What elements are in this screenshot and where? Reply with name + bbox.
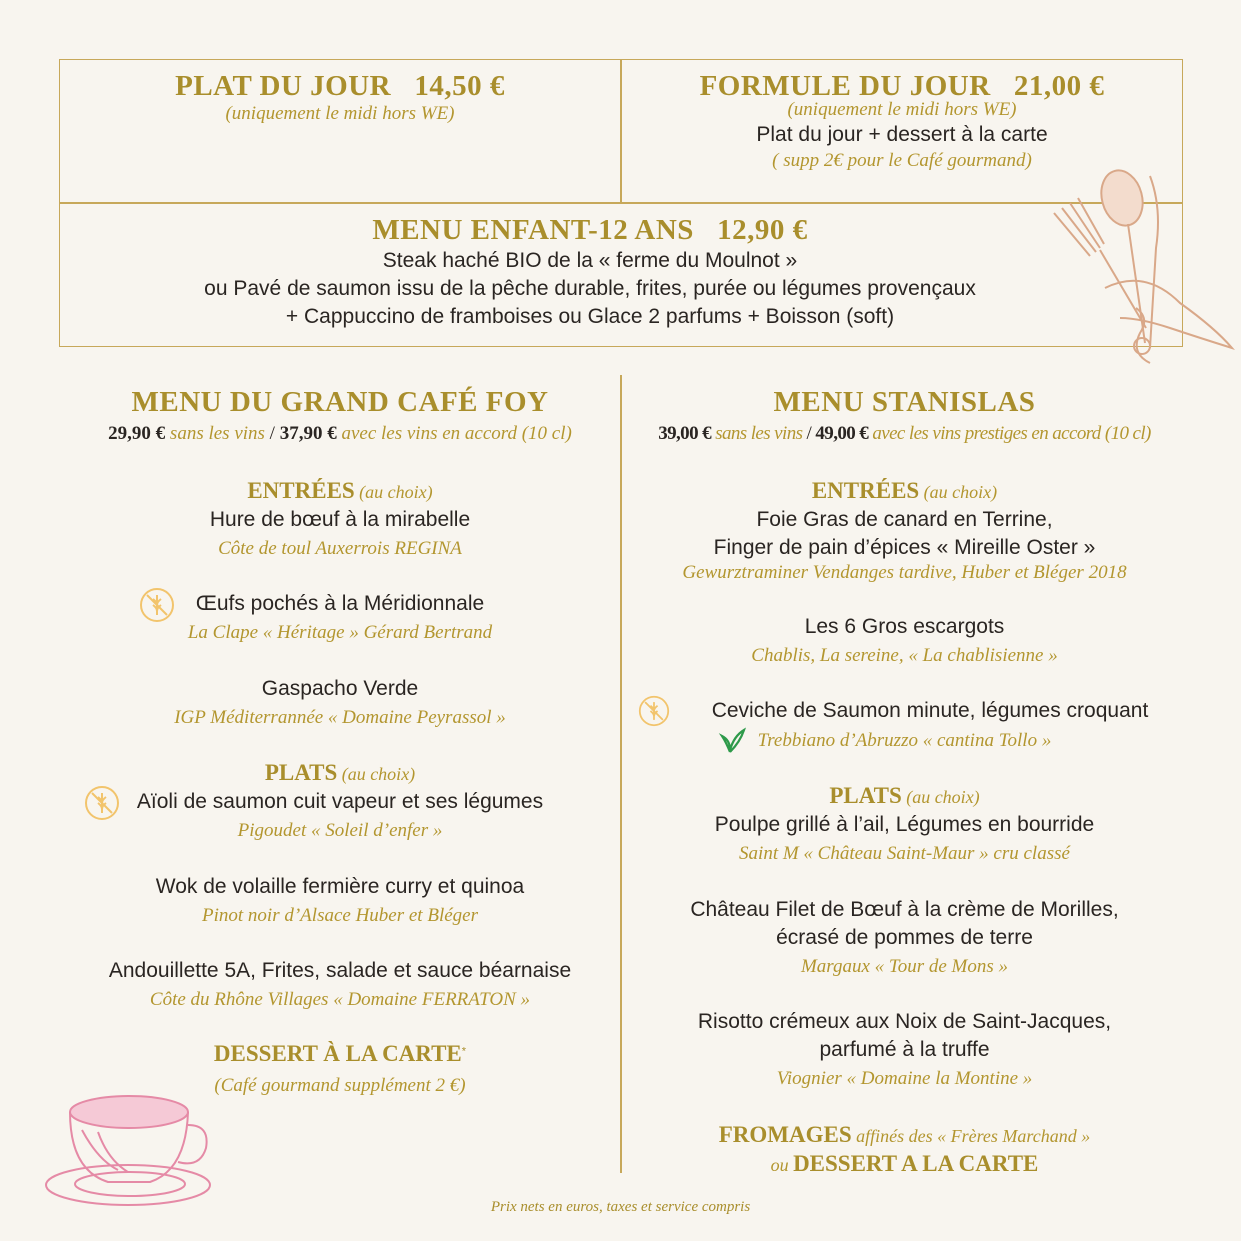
left-dessert-heading (60, 1041, 620, 1067)
menu-enfant-line-3: + Cappuccino de framboises ou Glace 2 parfums + Boisson (soft) (285, 305, 895, 328)
right-plats-heading (622, 783, 1187, 809)
right-title-text: MENU STANISLAS (773, 386, 1036, 418)
right-dessert (622, 1151, 1187, 1177)
menu-enfant (60, 214, 1120, 329)
right-plat-1-wine: Saint M « Château Saint-Maur » cru classé (739, 843, 1070, 864)
left-plat-1-wine: Pigoudet « Soleil d’enfer » (237, 820, 443, 841)
right-plats-choix: (au choix) (906, 787, 980, 807)
right-plat-2-wine: Margaux « Tour de Mons » (800, 956, 1009, 977)
left-plats-title: PLATS (264, 760, 338, 785)
left-price-1-note: sans les vins (169, 423, 265, 444)
left-plat-1: Aïoli de saumon cuit vapeur et ses légumes (136, 790, 544, 813)
left-plat-3: Andouillette 5A, Frites, salade et sauce béarnaise (108, 959, 572, 982)
left-entrees-choix: (au choix) (359, 482, 433, 502)
right-entree-1-line-1: Foie Gras de canard en Terrine, (756, 508, 1053, 531)
left-entree-2-wine: La Clape « Héritage » Gérard Bertrand (187, 622, 493, 643)
left-price-sep: / (269, 423, 275, 444)
right-entree-1-line-2: Finger de pain d’épices « Mireille Oster » (713, 536, 1096, 559)
formule-du-jour-title: FORMULE DU JOUR 21,00 € (699, 70, 1105, 102)
left-menu-title (60, 386, 620, 419)
right-plat-3-line-2: parfumé à la truffe (819, 1038, 990, 1061)
left-plat-2-wine: Pinot noir d’Alsace Huber et Bléger (202, 905, 478, 926)
right-entree-2-wine: Chablis, La sereine, « La chablisienne » (751, 645, 1058, 666)
left-entree-3-wine: IGP Méditerrannée « Domaine Peyrassol » (174, 707, 506, 728)
right-plat-3-line-1: Risotto crémeux aux Noix de Saint-Jacques, (697, 1010, 1112, 1033)
right-fromages-note: affinés des « Frères Marchand » (856, 1126, 1091, 1146)
menu-enfant-line-2: ou Pavé de saumon issu de la pêche durable, frites, purée ou légumes provençaux (204, 277, 976, 300)
plat-du-jour (60, 70, 620, 125)
right-entree-3-wine: Trebbiano d’Abruzzo « cantina Tollo » (757, 730, 1052, 751)
right-entrees-title: ENTRÉES (811, 478, 920, 503)
right-price-sep: / (806, 423, 812, 444)
left-price-2: 37,90 € (279, 423, 337, 444)
top-divider-horizontal (59, 202, 1183, 204)
left-entree-1-wine: Côte de toul Auxerrois REGINA (218, 538, 462, 559)
right-price-2-note: avec les vins prestiges en accord (10 cl) (872, 423, 1151, 444)
right-plat-2-line-2: écrasé de pommes de terre (776, 926, 1033, 949)
right-price-2: 49,00 € (815, 423, 869, 444)
left-plats-choix: (au choix) (341, 764, 416, 784)
menu-enfant-line-1: Steak haché BIO de la « ferme du Moulnot » (382, 249, 798, 272)
left-entree-2: Œufs pochés à la Méridionnale (195, 592, 485, 615)
left-title-text: MENU DU GRAND CAFÉ FOY (131, 386, 549, 418)
menu-enfant-title: MENU ENFANT-12 ANS 12,90 € (372, 214, 808, 246)
right-prices (622, 423, 1187, 445)
right-fromages-title: FROMAGES (718, 1122, 852, 1147)
footer-note: Prix nets en euros, taxes et service compris (490, 1199, 751, 1215)
right-price-1: 39,00 € (658, 423, 712, 444)
right-entrees-heading (622, 478, 1187, 504)
left-entree-3: Gaspacho Verde (261, 677, 419, 700)
left-entrees-heading (60, 478, 620, 504)
plat-du-jour-note: (uniquement le midi hors WE) (225, 103, 455, 124)
left-entree-1: Hure de bœuf à la mirabelle (209, 508, 471, 531)
formule-du-jour-note: (uniquement le midi hors WE) (787, 99, 1017, 120)
left-entrees-title: ENTRÉES (247, 478, 355, 503)
formule-du-jour-line: Plat du jour + dessert à la carte (756, 123, 1048, 146)
right-entree-2: Les 6 Gros escargots (804, 615, 1005, 638)
left-plat-3-wine: Côte du Rhône Villages « Domaine FERRATON » (149, 989, 531, 1010)
right-ou: ou (770, 1155, 789, 1175)
right-entree-3: Ceviche de Saumon minute, légumes croquant (711, 699, 1149, 722)
right-plat-1: Poulpe grillé à l’ail, Légumes en bourride (714, 813, 1095, 836)
right-fromages (622, 1122, 1187, 1148)
right-plats-title: PLATS (829, 783, 902, 808)
right-dessert-title: DESSERT A LA CARTE (793, 1151, 1039, 1176)
cutlery-illustration (1050, 168, 1235, 378)
left-price-2-note: avec les vins en accord (10 cl) (341, 423, 572, 444)
right-entrees-choix: (au choix) (923, 482, 998, 502)
right-menu-title (622, 386, 1187, 419)
plat-du-jour-title: PLAT DU JOUR 14,50 € (175, 70, 505, 102)
left-dessert-star: * (461, 1045, 467, 1058)
teacup-illustration (38, 1090, 213, 1210)
left-dessert-note: (Café gourmand supplément 2 €) (214, 1075, 466, 1096)
right-price-1-note: sans les vins (715, 423, 803, 444)
left-prices (60, 423, 620, 445)
right-entree-1-wine: Gewurztraminer Vendanges tardive, Huber et Bléger 2018 (682, 562, 1127, 583)
formule-du-jour (622, 70, 1182, 172)
right-plat-2-line-1: Château Filet de Bœuf à la crème de Morilles, (690, 898, 1119, 921)
left-price-1: 29,90 € (108, 423, 166, 444)
left-plat-2: Wok de volaille fermière curry et quinoa (155, 875, 525, 898)
left-plats-heading (60, 760, 620, 786)
formule-du-jour-supp: ( supp 2€ pour le Café gourmand) (772, 150, 1032, 171)
right-plat-3-wine: Viognier « Domaine la Montine » (776, 1068, 1033, 1089)
left-dessert-title: DESSERT À LA CARTE (213, 1041, 462, 1066)
